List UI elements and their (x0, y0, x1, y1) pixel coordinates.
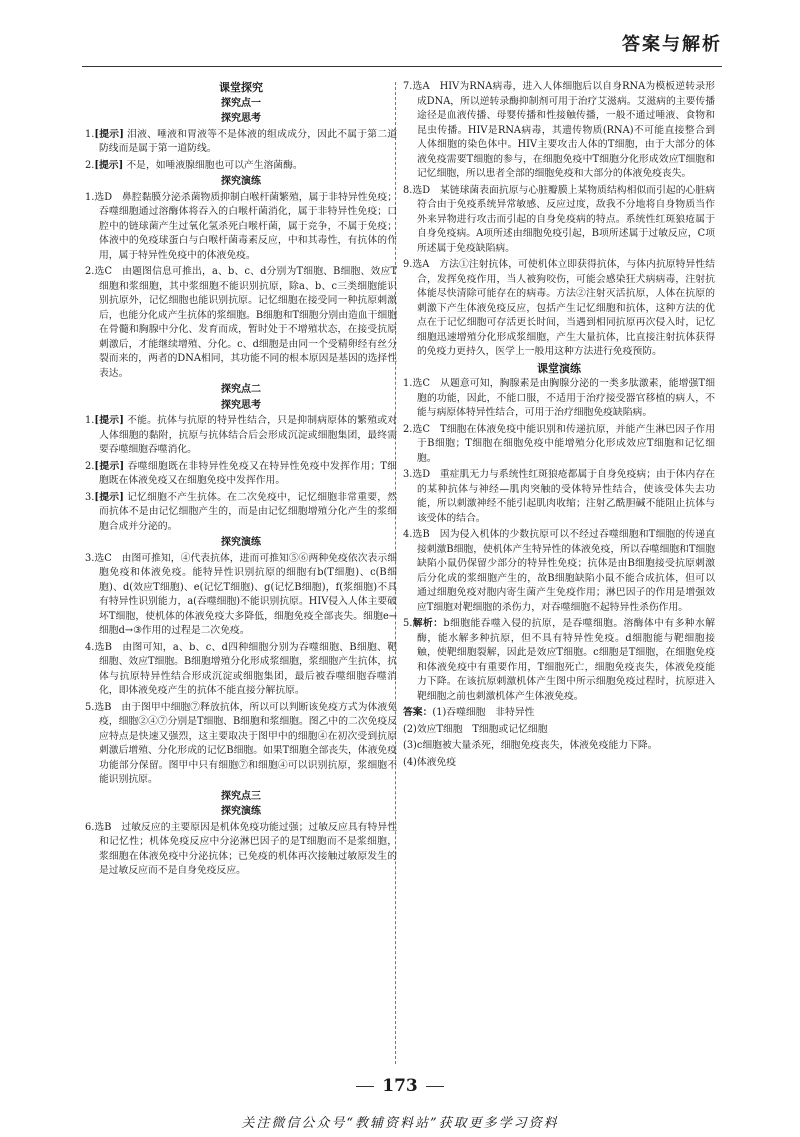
answer-item (403, 258, 715, 360)
answer-item (403, 468, 715, 526)
subsection-title: 探究点一 (221, 97, 261, 109)
page-header (82, 22, 722, 67)
section-title: 课堂探究 (219, 81, 263, 94)
item-text: b细胞能吞噬入侵的抗原，是吞噬细胞。溶酶体中有多种水解酶，能水解多种抗原，但不具有特异性免疫。d细胞能与靶细胞接触，使靶细胞裂解，因此是效应T细胞。c细胞是T细胞，在细胞免疫和体液免疫中有重要作用，T细胞死亡，细胞免疫丧失，体液免疫能力下降。在该抗原刺激机体产生图中所示细胞免疫过程时，抗原进入靶细胞之前也刺激机体产生体液免疫。 (417, 618, 715, 702)
item-text: 选A 方法①注射抗体，可使机体立即获得抗体，与体内抗原特异性结合，发挥免疫作用，当人被狗咬伤，可能会感染狂犬病病毒，注射抗体能尽快清除可能存在的病毒。方法②注射灭活抗原，人体在抗原的刺激下产生体液免疫反应，包括产生记忆细胞和抗体，这种方法的优点在于记忆细胞可存活更长时间，当遇到相同抗原再次侵入时，记忆细胞迅速增殖分化形成浆细胞，产生大量抗体，比直接注射抗体获得的免疫力更持久，医学上一般用这种方法进行免疫预防。 (412, 259, 715, 357)
answer-item (403, 80, 715, 182)
subsection-title: 探究演练 (221, 176, 261, 187)
left-column (85, 80, 397, 881)
item-text: 选B 因为侵入机体的少数抗原可以不经过吞噬细胞和T细胞的传递直接刺激B细胞，使机体产生特异性的体液免疫，所以吞噬细胞和T细胞缺陷小鼠仍保留少部分的特异性免疫；抗体是由B细胞接受抗原刺激后分化成的浆细胞产生的，故B细胞缺陷小鼠不能合成抗体，但可以通过细胞免疫对胞内寄生菌产生免疫作用；淋巴因子的作用是增强效应T细胞对靶细胞的杀伤力，对吞噬细胞不起特异性杀伤作用。 (412, 529, 715, 613)
item-number: 1. (85, 191, 95, 203)
item-text: 选D 鼻腔黏膜分泌杀菌物质抑制白喉杆菌繁殖，属于非特异性免疫；吞噬细胞通过溶酶体将吞入的白喉杆菌消化，属于非特异性免疫；口腔中的链球菌产生过氧化氢杀死白喉杆菌，属于竞争，不属于免疫；体液中的免疫球蛋白与白喉杆菌毒素反应，中和其毒性，有抗体的作用，属于特异性免疫中的体液免疫。 (94, 191, 397, 261)
page-number (0, 1076, 800, 1096)
hint-item (85, 128, 397, 157)
answer-item (85, 701, 397, 788)
hint-item (85, 491, 397, 535)
item-number: 1. (403, 378, 413, 389)
footer-note: 关注微信公众号“教辅资料站”获取更多学习资料 (241, 1116, 559, 1131)
answer-label: 答案： (403, 707, 433, 718)
subsection-title: 探究思考 (221, 399, 261, 411)
item-text: 选A HIV为RNA病毒，进入人体细胞后以自身RNA为模板逆转录形成DNA，所以逆转录酶抑制剂可用于治疗艾滋病。艾滋病的主要传播途径是血液传播、母婴传播和性接触传播，一般不通过唾液、食物和昆虫传播。HIV是RNA病毒，其遗传物质(RNA)不可能直接整合到人体细胞的染色体中。HIV主要攻击人体的T细胞，由于大部分的体液免疫需要T细胞的参与，在细胞免疫中T细胞分化形成效应T细胞和记忆细胞，所以患者全部的细胞免疫和大部分的体液免疫丧失。 (412, 81, 715, 179)
item-text: 不是，如唾液腺细胞也可以产生溶菌酶。 (126, 159, 303, 171)
hint-item (85, 460, 397, 489)
item-text: 选C 由图可推知，④代表抗体，进而可推知⑤⑥两种免疫依次表示细胞免疫和体液免疫。能特异性识别抗原的细胞有b(T细胞)、c(B细胞)、d(效应T细胞)、e(记忆T细胞)、g(记忆B细胞)，f(浆细胞)不具有特异性识别能力，a(吞噬细胞)不能识别抗原。HIV侵入人体主要破坏T细胞，使机体的体液免疫大多降低，细胞免疫全部丧失。细胞e→细胞d→③作用的过程是二次免疫。 (94, 552, 397, 636)
item-number: 5. (85, 701, 95, 713)
hint-tag: [提示] (94, 159, 124, 171)
item-text: 选B 过敏反应的主要原因是机体免疫功能过强；过敏反应具有特异性和记忆性；机体免疫反应中分泌淋巴因子的是T细胞而不是浆细胞，浆细胞在体液免疫中分泌抗体；已免疫的机体再次接触过敏原发生的是过敏反应而不是自身免疫反应。 (94, 821, 397, 876)
item-number: 9. (403, 259, 413, 270)
answer-item (403, 528, 715, 615)
page-number-left-dash (356, 1086, 374, 1087)
hint-item (85, 159, 397, 174)
answer-item (85, 265, 397, 381)
header-title: 答案与解析 (622, 34, 722, 55)
hint-tag: [提示] (94, 460, 125, 472)
hint-tag: [提示] (94, 128, 124, 140)
subsection-title: 探究点二 (221, 384, 261, 395)
item-number: 4. (403, 529, 413, 540)
item-number: 6. (85, 821, 95, 833)
answer-block (403, 706, 715, 721)
item-text: 选D 某链球菌表面抗原与心脏瓣膜上某物质结构相似而引起的心脏病符合由于免疫系统异常敏感、反应过度，敌我不分地将自身物质当作外来异物进行攻击而引起的自身免疫病的特点。系统性红斑狼疮属于自身免疫病。A项所述由细胞免疫引起，B项所述属于过敏反应，C项所述属于免疫缺陷病。 (412, 184, 715, 254)
answer-item (85, 552, 397, 639)
page-number-right-dash (426, 1086, 444, 1087)
item-number: 3. (403, 469, 413, 480)
answer-line: (3)c细胞被大量杀死，细胞免疫丧失，体液免疫能力下降。 (403, 740, 658, 751)
subsection-title: 探究演练 (221, 537, 261, 548)
answer-item (403, 377, 715, 421)
hint-item (85, 414, 397, 458)
item-text: 选B 由于图甲中细胞⑦释放抗体，所以可以判断该免疫方式为体液免疫，细胞②④⑦分别是T细胞、B细胞和浆细胞。图乙中的二次免疫反应特点是快速又强烈，这主要取决于图甲中的细胞④在初次受到抗原刺激后增殖、分化形成的记忆B细胞。如果T细胞全部丧失，体液免疫功能部分保留。图甲中只有细胞⑦和细胞④可以识别抗原，浆细胞不能识别抗原。 (94, 701, 397, 785)
item-number: 7. (403, 81, 413, 92)
answer-item (403, 617, 715, 704)
subsection-title: 探究演练 (221, 806, 261, 817)
section-title: 课堂演练 (537, 361, 581, 375)
item-number: 4. (85, 641, 95, 653)
subsection-title: 探究思考 (221, 113, 261, 124)
item-number: 2. (85, 266, 95, 277)
answer-line: (4)体液免疫 (403, 756, 457, 768)
analysis-label: 解析： (412, 618, 444, 629)
answer-item (403, 184, 715, 257)
item-number: 1. (85, 415, 95, 426)
answer-item (85, 641, 397, 699)
item-text: 泪液、唾液和胃液等不是体液的组成成分，因此不属于第二道防线而是属于第一道防线。 (99, 128, 397, 154)
answer-item (85, 191, 397, 264)
subsection-title: 探究点三 (221, 790, 261, 802)
item-number: 2. (85, 159, 95, 171)
item-number: 1. (85, 128, 95, 140)
item-number: 2. (85, 460, 95, 472)
hint-tag: [提示] (94, 415, 124, 426)
item-text: 记忆细胞不产生抗体。在二次免疫中，记忆细胞非常重要，然而抗体不是由记忆细胞产生的，而是由记忆细胞增殖分化产生的浆细胞合成并分泌的。 (99, 491, 397, 532)
item-number: 8. (403, 184, 413, 196)
item-text: 选B 由图可知，a、b、c、d四种细胞分别为吞噬细胞、B细胞、靶细胞、效应T细胞。B细胞增殖分化形成浆细胞，浆细胞产生抗体，抗体与抗原特异性结合形成沉淀或细胞集团，最后被吞噬细胞吞噬消化，即体液免疫产生的抗体不能直接分解抗原。 (94, 641, 397, 696)
hint-tag: [提示] (94, 491, 124, 503)
answer-line: (1)吞噬细胞 非特异性 (432, 707, 535, 718)
answer-line: (2)效应T细胞 T细胞或记忆细胞 (403, 723, 548, 735)
item-text: 选C T细胞在体液免疫中能识别和传递抗原，并能产生淋巴因子作用于B细胞；T细胞在细胞免疫中能增殖分化形成效应T细胞和记忆细胞。 (412, 423, 715, 464)
right-column (403, 80, 715, 772)
item-number: 3. (85, 491, 95, 503)
item-text: 不能。抗体与抗原的特异性结合，只是抑制病原体的繁殖或对人体细胞的黏附，抗原与抗体结合后会形成沉淀或细胞集团，最终需要吞噬细胞吞噬消化。 (99, 415, 397, 455)
item-text: 吞噬细胞既在非特异性免疫又在特异性免疫中发挥作用；T细胞既在体液免疫又在细胞免疫中发挥作用。 (99, 460, 397, 486)
item-number: 2. (403, 423, 413, 435)
answer-item (403, 423, 715, 467)
item-number: 3. (85, 552, 95, 564)
item-text: 选D 重症肌无力与系统性红斑狼疮都属于自身免疫病；由于体内存在的某种抗体与神经—肌肉突触的受体特异性结合，使该受体失去功能，所以刺激神经不能引起肌肉收缩；注射乙酰胆碱不能阻止抗体与该受体的结合。 (412, 469, 715, 524)
item-text: 选C 由题图信息可推出，a、b、c、d分别为T细胞、B细胞、效应T细胞和浆细胞，其中浆细胞不能识别抗原，除a、b、c三类细胞能识别抗原外，记忆细胞也能识别抗原。记忆细胞在接受同一种抗原刺激后，也能分化成产生抗体的浆细胞。B细胞和T细胞分别由造血干细胞在骨髓和胸腺中分化、发育而成，暂时处于不增殖状态，在接受抗原刺激后，才能继续增殖、分化。c、d细胞是由同一个受精卵经有丝分裂而来的，两者的DNA相同，其功能不同的根本原因是基因的选择性表达。 (94, 266, 397, 379)
page-number-text: 173 (382, 1076, 418, 1096)
answer-item (85, 821, 397, 879)
item-text: 选C 从题意可知，胸腺素是由胸腺分泌的一类多肽激素，能增强T细胞的功能，因此，不能口服，不适用于治疗接受器官移植的病人，不能与病原体特异性结合，可用于治疗细胞免疫缺陷病。 (412, 378, 715, 418)
item-number: 5. (403, 618, 413, 629)
